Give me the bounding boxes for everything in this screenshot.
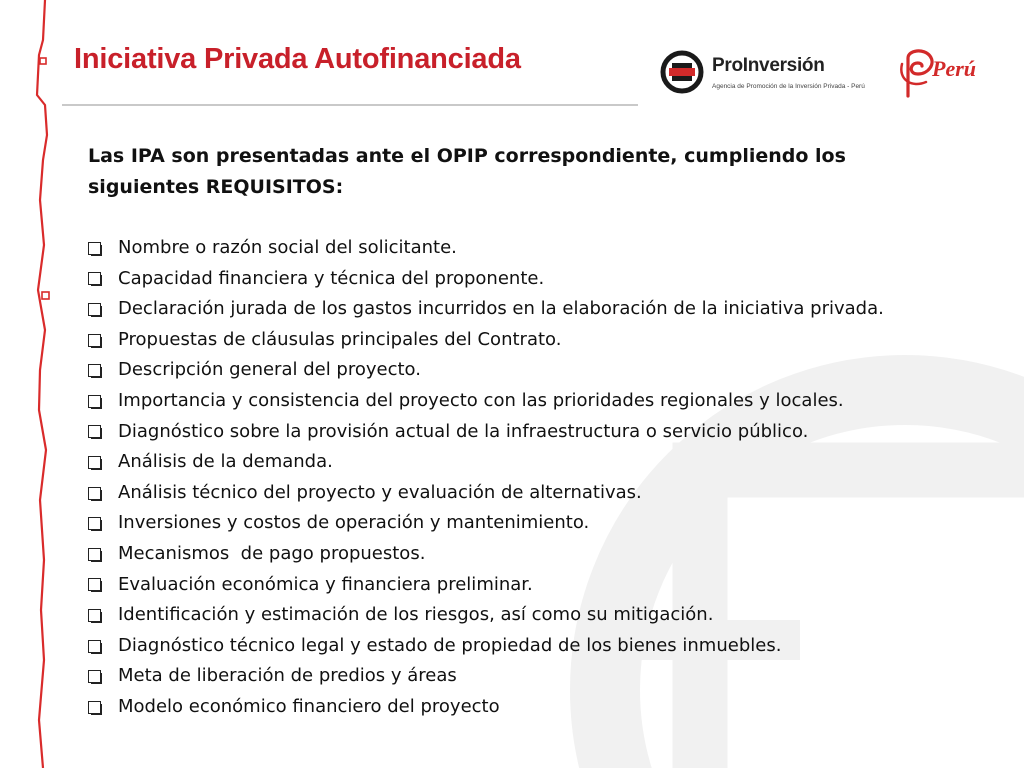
peru-wordmark: Perú bbox=[932, 56, 976, 81]
checkbox-bullet-icon bbox=[88, 487, 101, 500]
requirement-text: Análisis técnico del proyecto y evaluación de alternativas. bbox=[118, 481, 642, 503]
requirement-text: Nombre o razón social del solicitante. bbox=[118, 237, 457, 258]
list-item bbox=[88, 386, 884, 417]
checkbox-bullet-icon bbox=[88, 609, 101, 622]
checkbox-bullet-icon bbox=[88, 517, 101, 530]
list-item bbox=[88, 600, 884, 631]
requirement-text: Inversiones y costos de operación y mantenimiento. bbox=[118, 512, 590, 534]
list-item bbox=[88, 417, 884, 448]
list-item bbox=[88, 233, 884, 264]
checkbox-bullet-icon bbox=[88, 701, 101, 714]
proinversion-tagline: Agencia de Promoción de la Inversión Privada - Perú bbox=[712, 83, 865, 90]
requirements-list bbox=[88, 233, 884, 723]
list-item bbox=[88, 539, 884, 570]
list-item bbox=[88, 355, 884, 386]
red-border-square bbox=[42, 292, 49, 299]
requirement-text: Mecanismos de pago propuestos. bbox=[118, 542, 426, 564]
requirement-text: Descripción general del proyecto. bbox=[118, 359, 421, 381]
peru-logo bbox=[896, 44, 988, 100]
requirement-text: Modelo económico financiero del proyecto bbox=[118, 695, 500, 717]
requirement-text: Declaración jurada de los gastos incurridos en la elaboración de la iniciativa privada. bbox=[118, 298, 884, 320]
list-item bbox=[88, 264, 884, 295]
checkbox-bullet-icon bbox=[88, 640, 101, 653]
checkbox-bullet-icon bbox=[88, 303, 101, 316]
checkbox-bullet-icon bbox=[88, 395, 101, 408]
list-item bbox=[88, 325, 884, 356]
checkbox-bullet-icon bbox=[88, 334, 101, 347]
list-item bbox=[88, 294, 884, 325]
title-divider bbox=[62, 104, 638, 106]
list-item bbox=[88, 478, 884, 509]
intro-text: Las IPA son presentadas ante el OPIP correspondiente, cumpliendo los siguientes REQUISITOS: bbox=[88, 145, 846, 198]
requirement-text: Propuestas de cláusulas principales del Contrato. bbox=[118, 328, 562, 350]
requirement-text: Diagnóstico sobre la provisión actual de la infraestructura o servicio público. bbox=[118, 420, 809, 442]
checkbox-bullet-icon bbox=[88, 548, 101, 561]
red-border-square bbox=[40, 58, 46, 64]
list-item bbox=[88, 570, 884, 601]
checkbox-bullet-icon bbox=[88, 670, 101, 683]
checkbox-bullet-icon bbox=[88, 578, 101, 591]
checkbox-bullet-icon bbox=[88, 456, 101, 469]
checkbox-bullet-icon bbox=[88, 425, 101, 438]
requirement-text: Evaluación económica y financiera preliminar. bbox=[118, 573, 533, 595]
requirement-text: Identificación y estimación de los riesgos, así como su mitigación. bbox=[118, 604, 714, 626]
checkbox-bullet-icon bbox=[88, 272, 101, 285]
list-item bbox=[88, 692, 884, 723]
requirement-text: Meta de liberación de predios y áreas bbox=[118, 665, 457, 687]
requirement-text: Capacidad financiera y técnica del proponente. bbox=[118, 267, 545, 289]
list-item bbox=[88, 508, 884, 539]
list-item bbox=[88, 447, 884, 478]
requirement-text: Análisis de la demanda. bbox=[118, 451, 333, 473]
red-border-line bbox=[37, 0, 47, 768]
requirement-text: Importancia y consistencia del proyecto con las prioridades regionales y locales. bbox=[118, 389, 844, 411]
list-item bbox=[88, 661, 884, 692]
proinversion-name: ProInversión bbox=[712, 55, 825, 76]
checkbox-bullet-icon bbox=[88, 364, 101, 377]
checkbox-bullet-icon bbox=[88, 242, 101, 255]
list-item bbox=[88, 631, 884, 662]
slide-title: Iniciativa Privada Autofinanciada bbox=[74, 43, 521, 75]
requirement-text: Diagnóstico técnico legal y estado de propiedad de los bienes inmuebles. bbox=[118, 634, 782, 656]
